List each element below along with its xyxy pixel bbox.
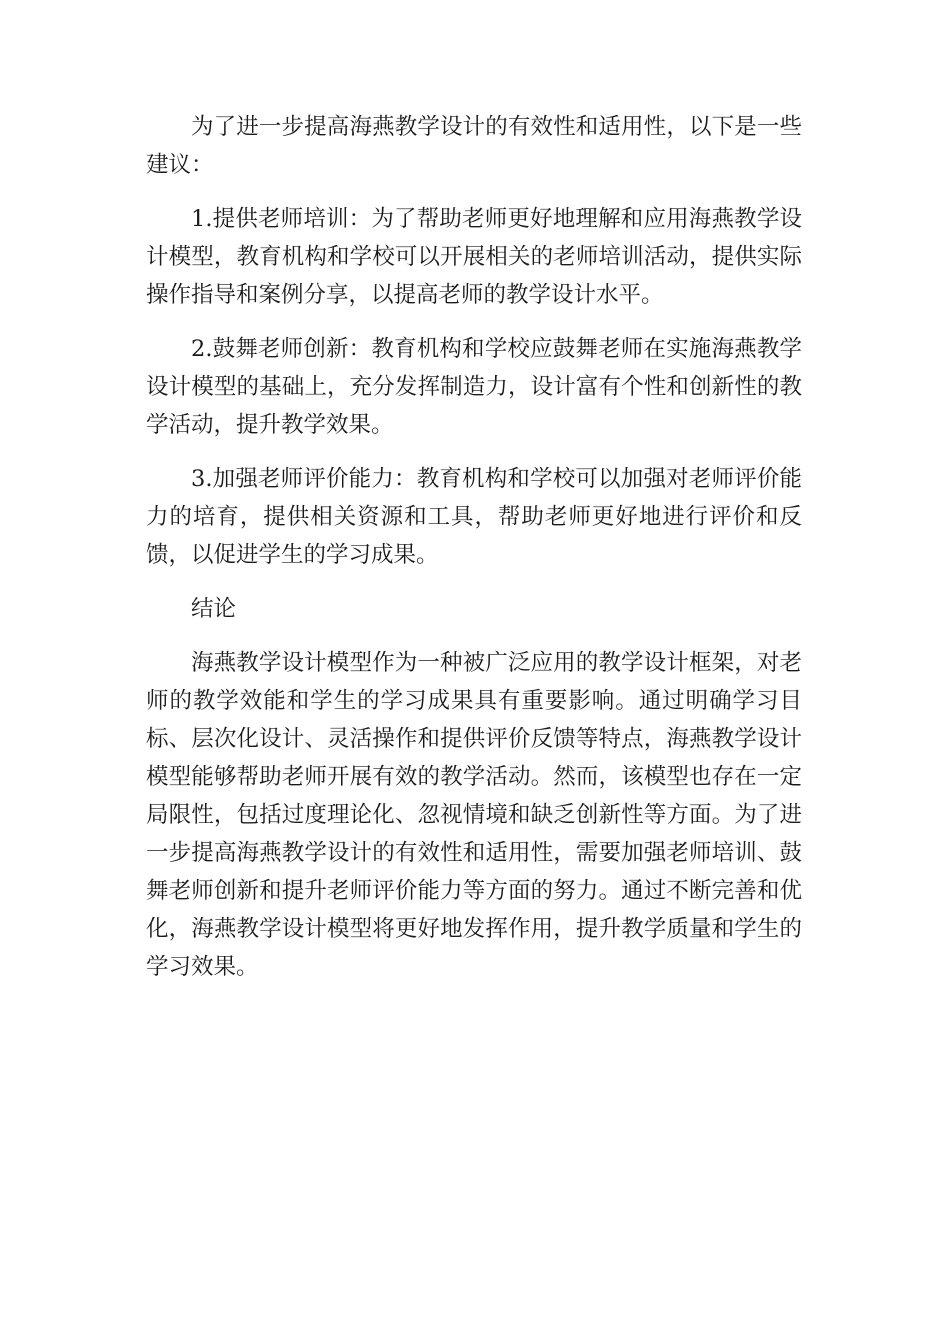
intro-paragraph: 为了进一步提高海燕教学设计的有效性和适用性，以下是一些建议： bbox=[146, 114, 802, 178]
conclusion-heading: 结论 bbox=[191, 596, 237, 622]
suggestion-item-2: 2.鼓舞老师创新：教育机构和学校应鼓舞老师在实施海燕教学设计模型的基础上，充分发挥制造力，设计富有个性和创新性的教学活动，提升教学效果。 bbox=[146, 336, 802, 438]
conclusion-paragraph: 海燕教学设计模型作为一种被广泛应用的教学设计框架，对老师的教学效能和学生的学习成果具有重要影响。通过明确学习目标、层次化设计、灵活操作和提供评价反馈等特点，海燕教学设计模型能够帮助老师开展有效的教学活动。然而，该模型也存在一定局限性，包括过度理论化、忽视情境和缺乏创新性等方面。为了进一步提高海燕教学设计的有效性和适用性，需要加强老师培训、鼓舞老师创新和提升老师评价能力等方面的努力。通过不断完善和优化，海燕教学设计模型将更好地发挥作用，提升教学质量和学生的学习效果。 bbox=[146, 650, 802, 980]
suggestion-item-1: 1.提供老师培训：为了帮助老师更好地理解和应用海燕教学设计模型，教育机构和学校可以开展相关的老师培训活动，提供实际操作指导和案例分享，以提高老师的教学设计水平。 bbox=[146, 206, 802, 308]
document-page bbox=[146, 108, 802, 1002]
suggestion-item-3: 3.加强老师评价能力：教育机构和学校可以加强对老师评价能力的培育，提供相关资源和工具，帮助老师更好地进行评价和反馈，以促进学生的学习成果。 bbox=[146, 466, 802, 568]
